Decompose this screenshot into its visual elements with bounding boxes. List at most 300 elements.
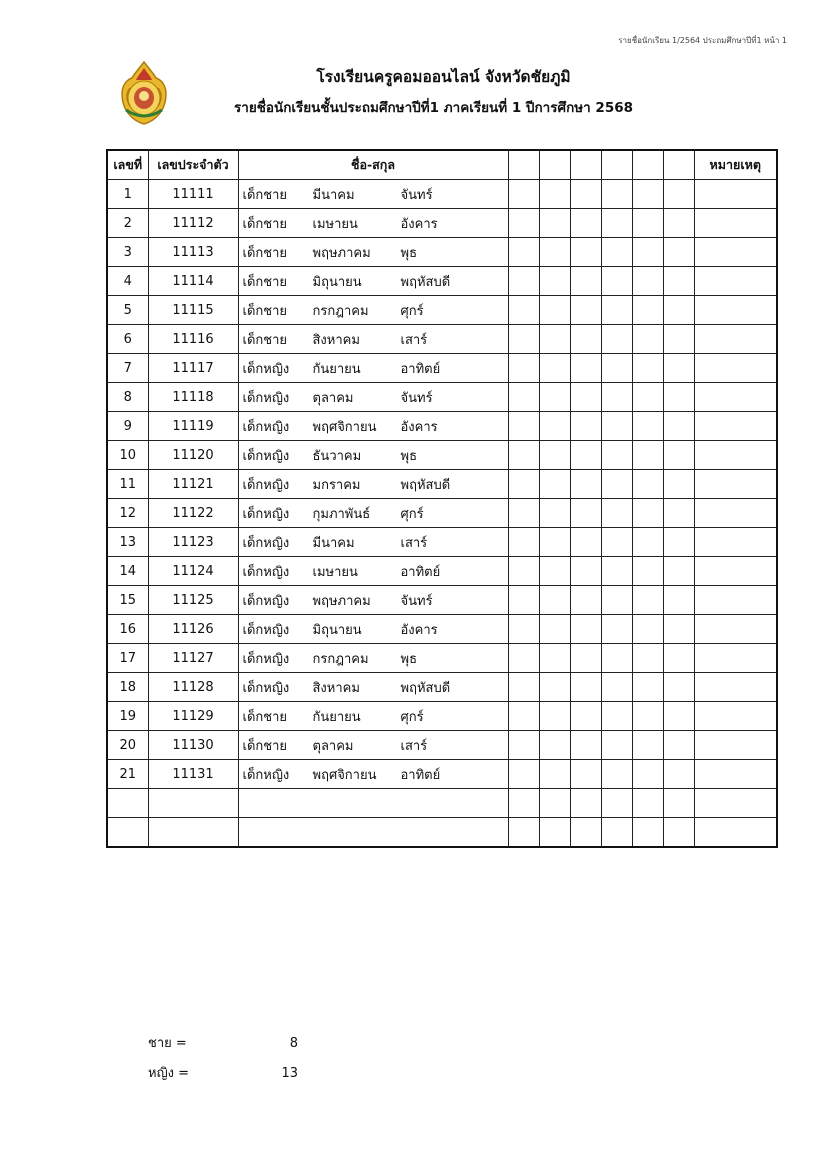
row-number: 6 xyxy=(107,325,148,354)
row-check-cell xyxy=(539,760,570,789)
row-remark xyxy=(694,267,777,296)
male-label: ชาย = xyxy=(148,1036,187,1051)
row-check-cell xyxy=(570,731,601,760)
name-prefix: เด็กหญิง xyxy=(242,361,290,377)
last-name: จันทร์ xyxy=(400,593,433,609)
row-check-cell xyxy=(663,238,694,267)
row-remark xyxy=(694,702,777,731)
row-check-cell xyxy=(663,499,694,528)
name-parts xyxy=(243,300,508,321)
table-row xyxy=(107,267,777,296)
row-student-id: 11130 xyxy=(148,731,238,760)
row-check-cell xyxy=(601,354,632,383)
row-remark xyxy=(694,296,777,325)
table-row xyxy=(107,615,777,644)
row-check-cell xyxy=(601,789,632,818)
row-student-id: 11118 xyxy=(148,383,238,412)
last-name: อังคาร xyxy=(400,216,438,232)
row-check-cell xyxy=(601,586,632,615)
first-name: มีนาคม xyxy=(312,535,355,551)
row-check-cell xyxy=(632,702,663,731)
first-name: กรกฎาคม xyxy=(312,651,369,667)
row-remark xyxy=(694,789,777,818)
first-name: สิงหาคม xyxy=(312,680,360,696)
row-check-cell xyxy=(508,209,539,238)
row-check-cell xyxy=(601,383,632,412)
name-prefix: เด็กชาย xyxy=(242,216,287,232)
row-check-cell xyxy=(632,383,663,412)
row-check-cell xyxy=(663,441,694,470)
row-check-cell xyxy=(570,615,601,644)
header-name: ชื่อ-สกุล xyxy=(238,150,508,180)
row-check-cell xyxy=(539,296,570,325)
last-name: จันทร์ xyxy=(400,390,433,406)
row-check-cell xyxy=(663,731,694,760)
row-check-cell xyxy=(663,528,694,557)
name-prefix: เด็กหญิง xyxy=(242,767,290,783)
row-full-name xyxy=(238,180,508,209)
last-name: อังคาร xyxy=(400,419,438,435)
row-check-cell xyxy=(570,354,601,383)
name-parts xyxy=(243,416,508,437)
row-check-cell xyxy=(632,586,663,615)
row-check-cell xyxy=(663,789,694,818)
row-full-name xyxy=(238,557,508,586)
row-number: 7 xyxy=(107,354,148,383)
row-check-cell xyxy=(570,267,601,296)
summary-female xyxy=(148,1062,298,1083)
first-name: ตุลาคม xyxy=(312,390,354,406)
row-check-cell xyxy=(663,267,694,296)
row-full-name xyxy=(238,818,508,848)
row-check-cell xyxy=(601,412,632,441)
row-remark xyxy=(694,818,777,848)
row-remark xyxy=(694,383,777,412)
row-full-name xyxy=(238,238,508,267)
row-check-cell xyxy=(539,441,570,470)
row-check-cell xyxy=(601,441,632,470)
row-check-cell xyxy=(601,470,632,499)
row-student-id: 11112 xyxy=(148,209,238,238)
last-name: พุธ xyxy=(400,651,418,667)
row-check-cell xyxy=(570,325,601,354)
page-header-note: รายชื่อนักเรียน 1/2564 ประถมศึกษาปีที่1 หน้า 1 xyxy=(618,36,787,45)
name-parts xyxy=(243,329,508,350)
name-parts xyxy=(243,706,508,727)
name-parts xyxy=(243,677,508,698)
row-full-name xyxy=(238,383,508,412)
row-check-cell xyxy=(570,470,601,499)
row-remark xyxy=(694,209,777,238)
row-check-cell xyxy=(539,209,570,238)
row-check-cell xyxy=(601,325,632,354)
row-check-cell xyxy=(508,267,539,296)
name-prefix: เด็กหญิง xyxy=(242,680,290,696)
row-number: 15 xyxy=(107,586,148,615)
row-check-cell xyxy=(570,528,601,557)
first-name: เมษายน xyxy=(312,564,358,580)
row-check-cell xyxy=(539,586,570,615)
name-parts xyxy=(243,242,508,263)
row-student-id: 11116 xyxy=(148,325,238,354)
name-parts xyxy=(243,619,508,640)
row-check-cell xyxy=(539,615,570,644)
row-check-cell xyxy=(570,180,601,209)
row-check-cell xyxy=(539,238,570,267)
row-check-cell xyxy=(632,325,663,354)
row-check-cell xyxy=(601,209,632,238)
header-remark: หมายเหตุ xyxy=(694,150,777,180)
name-parts xyxy=(243,358,508,379)
row-check-cell xyxy=(570,238,601,267)
row-number: 10 xyxy=(107,441,148,470)
row-student-id: 11120 xyxy=(148,441,238,470)
row-check-cell xyxy=(632,499,663,528)
row-check-cell xyxy=(663,644,694,673)
name-parts xyxy=(243,184,508,205)
row-check-cell xyxy=(570,209,601,238)
row-check-cell xyxy=(539,354,570,383)
first-name: มิถุนายน xyxy=(312,274,362,290)
row-check-cell xyxy=(539,470,570,499)
row-check-cell xyxy=(632,441,663,470)
row-check-cell xyxy=(632,557,663,586)
first-name: สิงหาคม xyxy=(312,332,360,348)
row-check-cell xyxy=(539,383,570,412)
row-check-cell xyxy=(632,644,663,673)
table-row xyxy=(107,528,777,557)
name-parts xyxy=(243,271,508,292)
table-row xyxy=(107,470,777,499)
row-check-cell xyxy=(508,180,539,209)
name-parts xyxy=(243,764,508,785)
row-number xyxy=(107,818,148,848)
name-parts xyxy=(243,445,508,466)
name-parts xyxy=(243,503,508,524)
table-row xyxy=(107,586,777,615)
row-check-cell xyxy=(601,818,632,848)
row-check-cell xyxy=(508,354,539,383)
name-parts xyxy=(243,648,508,669)
header-blank-col xyxy=(663,150,694,180)
first-name: กรกฎาคม xyxy=(312,303,369,319)
last-name: ศุกร์ xyxy=(400,303,424,319)
name-prefix: เด็กชาย xyxy=(242,303,287,319)
row-student-id: 11117 xyxy=(148,354,238,383)
last-name: พฤหัสบดี xyxy=(400,274,451,290)
row-check-cell xyxy=(539,818,570,848)
row-student-id xyxy=(148,789,238,818)
row-check-cell xyxy=(632,615,663,644)
name-parts xyxy=(243,735,508,756)
row-full-name xyxy=(238,760,508,789)
student-roster-table xyxy=(106,149,778,848)
row-check-cell xyxy=(539,528,570,557)
row-check-cell xyxy=(570,644,601,673)
row-check-cell xyxy=(601,615,632,644)
row-check-cell xyxy=(601,644,632,673)
last-name: อาทิตย์ xyxy=(400,564,441,580)
row-check-cell xyxy=(663,325,694,354)
table-row xyxy=(107,354,777,383)
row-check-cell xyxy=(539,644,570,673)
first-name: มีนาคม xyxy=(312,187,355,203)
last-name: อาทิตย์ xyxy=(400,767,441,783)
name-prefix: เด็กหญิง xyxy=(242,622,290,638)
row-full-name xyxy=(238,615,508,644)
table-row xyxy=(107,296,777,325)
first-name: เมษายน xyxy=(312,216,358,232)
row-check-cell xyxy=(570,441,601,470)
row-full-name xyxy=(238,441,508,470)
row-student-id: 11125 xyxy=(148,586,238,615)
row-full-name xyxy=(238,470,508,499)
row-check-cell xyxy=(663,702,694,731)
table-row xyxy=(107,702,777,731)
row-number: 12 xyxy=(107,499,148,528)
row-remark xyxy=(694,441,777,470)
row-number: 19 xyxy=(107,702,148,731)
row-check-cell xyxy=(663,383,694,412)
last-name: อังคาร xyxy=(400,622,438,638)
first-name: พฤษภาคม xyxy=(312,593,371,609)
first-name: มกราคม xyxy=(312,477,361,493)
name-prefix: เด็กหญิง xyxy=(242,419,290,435)
row-check-cell xyxy=(632,267,663,296)
row-number: 3 xyxy=(107,238,148,267)
name-prefix: เด็กชาย xyxy=(242,332,287,348)
row-check-cell xyxy=(663,673,694,702)
row-check-cell xyxy=(508,499,539,528)
row-check-cell xyxy=(601,528,632,557)
name-parts xyxy=(243,474,508,495)
table-row xyxy=(107,789,777,818)
header-blank-col xyxy=(601,150,632,180)
row-check-cell xyxy=(632,818,663,848)
row-check-cell xyxy=(508,818,539,848)
name-parts xyxy=(243,590,508,611)
row-check-cell xyxy=(508,644,539,673)
row-check-cell xyxy=(570,499,601,528)
last-name: เสาร์ xyxy=(400,535,428,551)
row-check-cell xyxy=(508,702,539,731)
row-full-name xyxy=(238,267,508,296)
row-check-cell xyxy=(663,615,694,644)
row-check-cell xyxy=(663,470,694,499)
name-parts xyxy=(243,213,508,234)
row-check-cell xyxy=(663,180,694,209)
row-number: 20 xyxy=(107,731,148,760)
row-student-id: 11115 xyxy=(148,296,238,325)
table-header-row xyxy=(107,150,777,180)
row-check-cell xyxy=(601,673,632,702)
row-check-cell xyxy=(508,441,539,470)
row-check-cell xyxy=(601,296,632,325)
row-student-id: 11127 xyxy=(148,644,238,673)
row-full-name xyxy=(238,789,508,818)
header-blank-col xyxy=(539,150,570,180)
table-row xyxy=(107,673,777,702)
female-count: 13 xyxy=(281,1066,298,1081)
name-prefix: เด็กชาย xyxy=(242,274,287,290)
row-remark xyxy=(694,673,777,702)
row-remark xyxy=(694,644,777,673)
row-check-cell xyxy=(508,296,539,325)
row-check-cell xyxy=(663,296,694,325)
row-student-id: 11124 xyxy=(148,557,238,586)
row-check-cell xyxy=(508,470,539,499)
header-blank-col xyxy=(570,150,601,180)
row-check-cell xyxy=(601,180,632,209)
table-row xyxy=(107,499,777,528)
first-name: กุมภาพันธ์ xyxy=(312,506,371,522)
row-number: 4 xyxy=(107,267,148,296)
row-check-cell xyxy=(508,673,539,702)
row-check-cell xyxy=(663,557,694,586)
name-prefix: เด็กหญิง xyxy=(242,564,290,580)
row-number: 17 xyxy=(107,644,148,673)
row-check-cell xyxy=(539,325,570,354)
row-check-cell xyxy=(601,557,632,586)
row-number: 1 xyxy=(107,180,148,209)
table-row xyxy=(107,644,777,673)
row-check-cell xyxy=(508,615,539,644)
male-count: 8 xyxy=(289,1036,298,1051)
row-student-id: 11121 xyxy=(148,470,238,499)
last-name: เสาร์ xyxy=(400,738,428,754)
row-full-name xyxy=(238,644,508,673)
row-check-cell xyxy=(663,760,694,789)
row-check-cell xyxy=(570,673,601,702)
row-remark xyxy=(694,499,777,528)
row-check-cell xyxy=(632,470,663,499)
row-student-id: 11113 xyxy=(148,238,238,267)
row-student-id: 11128 xyxy=(148,673,238,702)
last-name: เสาร์ xyxy=(400,332,428,348)
row-check-cell xyxy=(632,528,663,557)
last-name: ศุกร์ xyxy=(400,709,424,725)
name-prefix: เด็กหญิง xyxy=(242,390,290,406)
female-label: หญิง = xyxy=(148,1066,190,1081)
row-check-cell xyxy=(570,383,601,412)
row-check-cell xyxy=(663,354,694,383)
row-remark xyxy=(694,731,777,760)
name-prefix: เด็กชาย xyxy=(242,709,287,725)
row-full-name xyxy=(238,528,508,557)
row-check-cell xyxy=(632,731,663,760)
school-title: โรงเรียนครูคอมออนไลน์ จังหวัดชัยภูมิ xyxy=(316,68,571,86)
row-number: 13 xyxy=(107,528,148,557)
name-parts xyxy=(243,387,508,408)
row-check-cell xyxy=(508,731,539,760)
first-name: ธันวาคม xyxy=(312,448,362,464)
last-name: พุธ xyxy=(400,245,418,261)
row-check-cell xyxy=(570,586,601,615)
table-row xyxy=(107,731,777,760)
row-remark xyxy=(694,412,777,441)
table-body xyxy=(107,180,777,848)
row-full-name xyxy=(238,296,508,325)
row-check-cell xyxy=(539,557,570,586)
row-remark xyxy=(694,325,777,354)
table-row xyxy=(107,238,777,267)
table-row xyxy=(107,180,777,209)
row-check-cell xyxy=(601,702,632,731)
row-remark xyxy=(694,760,777,789)
row-full-name xyxy=(238,354,508,383)
row-check-cell xyxy=(508,325,539,354)
row-remark xyxy=(694,180,777,209)
row-student-id: 11126 xyxy=(148,615,238,644)
first-name: มิถุนายน xyxy=(312,622,362,638)
last-name: พุธ xyxy=(400,448,418,464)
name-prefix: เด็กชาย xyxy=(242,738,287,754)
row-student-id: 11111 xyxy=(148,180,238,209)
row-check-cell xyxy=(539,789,570,818)
name-prefix: เด็กชาย xyxy=(242,245,287,261)
last-name: พฤหัสบดี xyxy=(400,680,451,696)
row-check-cell xyxy=(663,209,694,238)
header-student-id: เลขประจำตัว xyxy=(148,150,238,180)
row-remark xyxy=(694,586,777,615)
row-number: 11 xyxy=(107,470,148,499)
row-check-cell xyxy=(570,296,601,325)
row-number: 2 xyxy=(107,209,148,238)
row-check-cell xyxy=(632,760,663,789)
row-check-cell xyxy=(632,412,663,441)
row-check-cell xyxy=(601,731,632,760)
row-check-cell xyxy=(539,731,570,760)
row-check-cell xyxy=(632,673,663,702)
first-name: กันยายน xyxy=(312,709,361,725)
row-number: 9 xyxy=(107,412,148,441)
row-check-cell xyxy=(508,238,539,267)
header-blank-col xyxy=(508,150,539,180)
row-check-cell xyxy=(539,673,570,702)
name-prefix: เด็กหญิง xyxy=(242,448,290,464)
row-number xyxy=(107,789,148,818)
row-number: 16 xyxy=(107,615,148,644)
row-student-id: 11131 xyxy=(148,760,238,789)
row-remark xyxy=(694,528,777,557)
row-full-name xyxy=(238,325,508,354)
row-full-name xyxy=(238,673,508,702)
row-full-name xyxy=(238,412,508,441)
row-check-cell xyxy=(508,586,539,615)
row-remark xyxy=(694,470,777,499)
row-number: 18 xyxy=(107,673,148,702)
row-check-cell xyxy=(539,499,570,528)
row-check-cell xyxy=(601,238,632,267)
row-number: 21 xyxy=(107,760,148,789)
row-full-name xyxy=(238,586,508,615)
table-row xyxy=(107,209,777,238)
row-check-cell xyxy=(539,267,570,296)
row-check-cell xyxy=(632,209,663,238)
name-prefix: เด็กชาย xyxy=(242,187,287,203)
row-remark xyxy=(694,354,777,383)
name-prefix: เด็กหญิง xyxy=(242,651,290,667)
first-name: พฤษภาคม xyxy=(312,245,371,261)
table-row xyxy=(107,383,777,412)
first-name: พฤศจิกายน xyxy=(312,767,377,783)
row-check-cell xyxy=(539,702,570,731)
last-name: อาทิตย์ xyxy=(400,361,441,377)
table-row xyxy=(107,557,777,586)
row-student-id: 11119 xyxy=(148,412,238,441)
row-student-id: 11114 xyxy=(148,267,238,296)
row-check-cell xyxy=(570,789,601,818)
